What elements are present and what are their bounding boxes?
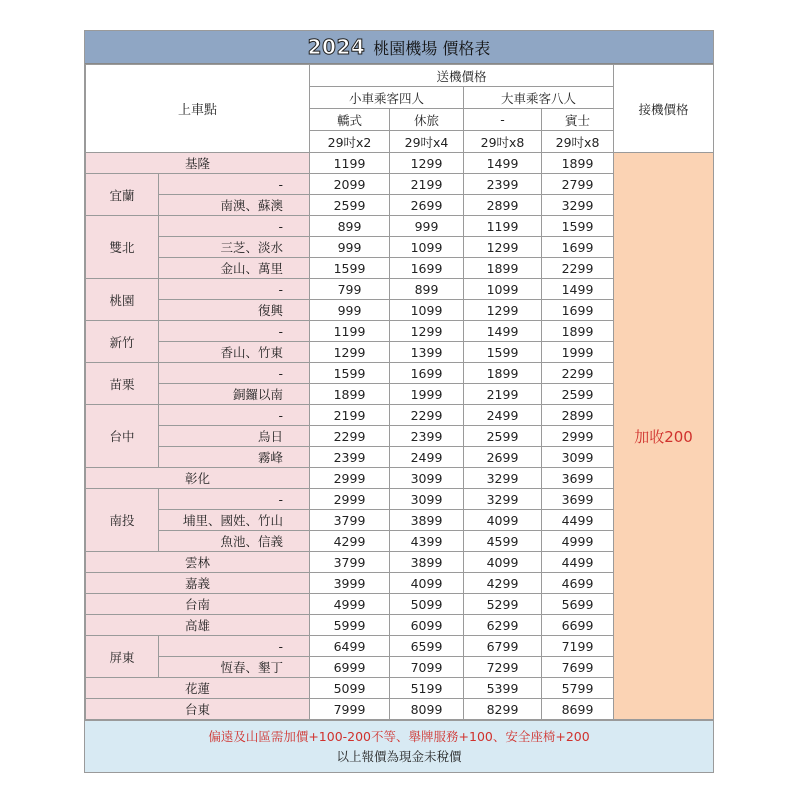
price-cell: 1899 (464, 363, 542, 384)
price-cell: 1099 (464, 279, 542, 300)
price-cell: 6099 (390, 615, 464, 636)
price-cell: 1099 (390, 237, 464, 258)
price-cell: 3299 (542, 195, 614, 216)
price-cell: 5399 (464, 678, 542, 699)
price-cell: 6799 (464, 636, 542, 657)
region-name: 屏東 (86, 636, 159, 678)
price-cell: 2599 (542, 384, 614, 405)
price-cell: 2899 (464, 195, 542, 216)
price-cell: 6699 (542, 615, 614, 636)
price-cell: 4099 (464, 510, 542, 531)
sheet-title (85, 31, 713, 64)
luggage-van: 29吋x8 (464, 131, 542, 153)
car-type-van: - (464, 109, 542, 131)
price-cell: 1499 (542, 279, 614, 300)
note-cash-price: 以上報價為現金未稅價 (336, 749, 462, 764)
price-cell: 1899 (542, 153, 614, 174)
sub-area: 魚池、信義 (159, 531, 310, 552)
price-cell: 2999 (310, 468, 390, 489)
price-cell: 3299 (464, 489, 542, 510)
incoming-surcharge: 加收200 (614, 153, 714, 720)
price-cell: 2399 (464, 174, 542, 195)
sub-area: 三芝、淡水 (159, 237, 310, 258)
price-cell: 2199 (464, 384, 542, 405)
sub-area: 金山、萬里 (159, 258, 310, 279)
price-cell: 4999 (310, 594, 390, 615)
sub-area: - (159, 279, 310, 300)
price-cell: 3099 (390, 468, 464, 489)
price-cell: 4399 (390, 531, 464, 552)
price-cell: 3699 (542, 489, 614, 510)
incoming-price-header: 接機價格 (614, 65, 714, 153)
small-car-header: 小車乘客四人 (310, 87, 464, 109)
price-cell: 1599 (542, 216, 614, 237)
price-cell: 5099 (390, 594, 464, 615)
send-price-header: 送機價格 (310, 65, 614, 87)
price-cell: 2199 (390, 174, 464, 195)
pickup-location: 彰化 (86, 468, 310, 489)
price-cell: 8299 (464, 699, 542, 720)
luggage-benz: 29吋x8 (542, 131, 614, 153)
price-sheet (84, 30, 714, 773)
price-cell: 3699 (542, 468, 614, 489)
price-cell: 2699 (464, 447, 542, 468)
price-cell: 1699 (542, 237, 614, 258)
price-cell: 1399 (390, 342, 464, 363)
sub-area: 恆春、墾丁 (159, 657, 310, 678)
price-cell: 2299 (390, 405, 464, 426)
price-cell: 1199 (310, 321, 390, 342)
sub-area: 復興 (159, 300, 310, 321)
price-cell: 2299 (542, 258, 614, 279)
price-cell: 7299 (464, 657, 542, 678)
price-cell: 2599 (310, 195, 390, 216)
pickup-location: 雲林 (86, 552, 310, 573)
price-cell: 4099 (464, 552, 542, 573)
luggage-suv: 29吋x4 (390, 131, 464, 153)
price-cell: 1299 (464, 300, 542, 321)
price-table (85, 64, 714, 720)
price-cell: 2299 (542, 363, 614, 384)
notes-footer (85, 720, 713, 772)
price-cell: 1599 (464, 342, 542, 363)
pickup-location: 花蓮 (86, 678, 310, 699)
price-cell: 899 (390, 279, 464, 300)
pickup-location: 基隆 (86, 153, 310, 174)
pickup-header: 上車點 (86, 65, 310, 153)
price-cell: 1499 (464, 153, 542, 174)
price-cell: 1599 (310, 258, 390, 279)
price-cell: 4499 (542, 552, 614, 573)
price-cell: 1899 (310, 384, 390, 405)
price-cell: 2299 (310, 426, 390, 447)
price-cell: 1699 (390, 363, 464, 384)
price-cell: 3799 (310, 552, 390, 573)
region-name: 宜蘭 (86, 174, 159, 216)
luggage-sedan: 29吋x2 (310, 131, 390, 153)
price-cell: 3899 (390, 552, 464, 573)
price-cell: 7999 (310, 699, 390, 720)
price-cell: 5799 (542, 678, 614, 699)
price-cell: 3899 (390, 510, 464, 531)
price-cell: 3799 (310, 510, 390, 531)
sub-area: 埔里、國姓、竹山 (159, 510, 310, 531)
price-cell: 999 (390, 216, 464, 237)
region-name: 桃園 (86, 279, 159, 321)
price-cell: 7099 (390, 657, 464, 678)
price-cell: 999 (310, 300, 390, 321)
price-cell: 999 (310, 237, 390, 258)
price-cell: 2199 (310, 405, 390, 426)
price-cell: 2099 (310, 174, 390, 195)
sub-area: - (159, 636, 310, 657)
region-name: 苗栗 (86, 363, 159, 405)
sub-area: 香山、竹東 (159, 342, 310, 363)
region-name: 新竹 (86, 321, 159, 363)
price-cell: 2799 (542, 174, 614, 195)
price-cell: 799 (310, 279, 390, 300)
pickup-location: 台東 (86, 699, 310, 720)
sub-area: - (159, 363, 310, 384)
price-cell: 5199 (390, 678, 464, 699)
note-surcharge: 偏遠及山區需加價+100-200不等、舉牌服務+100、安全座椅+200 (208, 729, 590, 744)
price-cell: 1199 (464, 216, 542, 237)
price-cell: 4299 (464, 573, 542, 594)
price-cell: 6299 (464, 615, 542, 636)
sub-area: 烏日 (159, 426, 310, 447)
title-year: 2024 (307, 35, 366, 59)
price-cell: 2999 (542, 426, 614, 447)
pickup-location: 高雄 (86, 615, 310, 636)
price-cell: 7699 (542, 657, 614, 678)
price-row (86, 153, 714, 174)
price-cell: 1299 (390, 321, 464, 342)
price-cell: 1599 (310, 363, 390, 384)
price-cell: 3099 (542, 447, 614, 468)
price-cell: 8699 (542, 699, 614, 720)
region-name: 南投 (86, 489, 159, 552)
sub-area: 南澳、蘇澳 (159, 195, 310, 216)
price-cell: 2499 (390, 447, 464, 468)
sub-area: 銅鑼以南 (159, 384, 310, 405)
price-cell: 4099 (390, 573, 464, 594)
price-cell: 2399 (390, 426, 464, 447)
price-cell: 8099 (390, 699, 464, 720)
price-cell: 4599 (464, 531, 542, 552)
price-cell: 1999 (542, 342, 614, 363)
price-cell: 5299 (464, 594, 542, 615)
price-cell: 3999 (310, 573, 390, 594)
price-cell: 1499 (464, 321, 542, 342)
price-cell: 4299 (310, 531, 390, 552)
price-cell: 3099 (390, 489, 464, 510)
sub-area: - (159, 405, 310, 426)
price-cell: 5699 (542, 594, 614, 615)
price-cell: 2399 (310, 447, 390, 468)
price-cell: 3299 (464, 468, 542, 489)
price-cell: 2699 (390, 195, 464, 216)
price-cell: 1299 (310, 342, 390, 363)
price-cell: 1299 (464, 237, 542, 258)
price-cell: 6999 (310, 657, 390, 678)
sub-area: - (159, 489, 310, 510)
region-name: 台中 (86, 405, 159, 468)
sub-area: - (159, 216, 310, 237)
title-text: 桃園機場 價格表 (373, 38, 491, 58)
price-cell: 7199 (542, 636, 614, 657)
pickup-location: 台南 (86, 594, 310, 615)
price-cell: 1699 (542, 300, 614, 321)
price-cell: 1699 (390, 258, 464, 279)
price-cell: 4699 (542, 573, 614, 594)
price-cell: 2899 (542, 405, 614, 426)
price-cell: 2599 (464, 426, 542, 447)
price-cell: 2999 (310, 489, 390, 510)
sub-area: - (159, 174, 310, 195)
price-cell: 4499 (542, 510, 614, 531)
price-cell: 1899 (464, 258, 542, 279)
price-cell: 6499 (310, 636, 390, 657)
car-type-sedan: 轎式 (310, 109, 390, 131)
price-cell: 1099 (390, 300, 464, 321)
price-cell: 1899 (542, 321, 614, 342)
car-type-suv: 休旅 (390, 109, 464, 131)
price-cell: 1999 (390, 384, 464, 405)
sub-area: 霧峰 (159, 447, 310, 468)
sub-area: - (159, 321, 310, 342)
price-cell: 4999 (542, 531, 614, 552)
price-cell: 899 (310, 216, 390, 237)
price-cell: 1199 (310, 153, 390, 174)
price-cell: 1299 (390, 153, 464, 174)
price-cell: 2499 (464, 405, 542, 426)
car-type-benz: 賓士 (542, 109, 614, 131)
pickup-location: 嘉義 (86, 573, 310, 594)
large-car-header: 大車乘客八人 (464, 87, 614, 109)
price-cell: 5099 (310, 678, 390, 699)
price-cell: 6599 (390, 636, 464, 657)
region-name: 雙北 (86, 216, 159, 279)
price-cell: 5999 (310, 615, 390, 636)
